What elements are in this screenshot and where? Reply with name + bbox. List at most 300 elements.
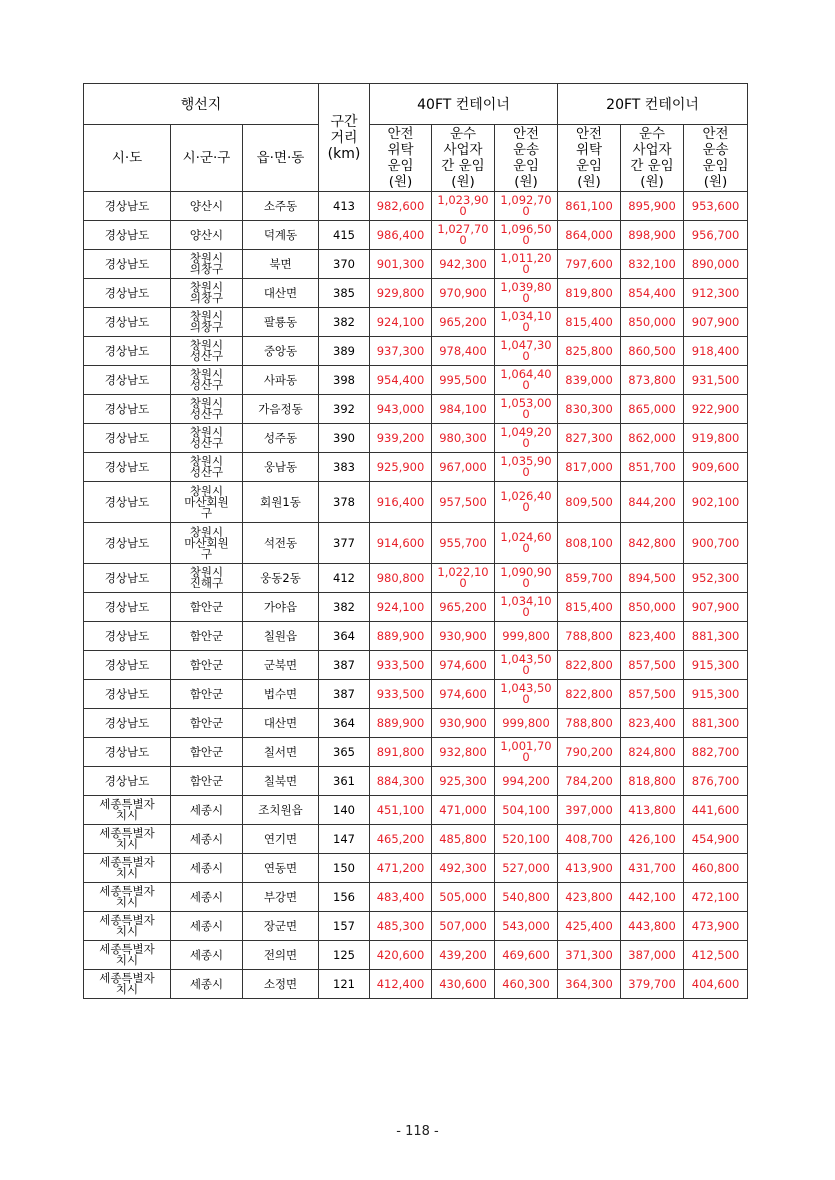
cell-20ft-carrier: 818,800 — [621, 767, 684, 796]
cell-40ft-carrier: 439,200 — [432, 941, 495, 970]
cell-distance: 140 — [319, 796, 370, 825]
cell-40ft-carrier: 485,800 — [432, 825, 495, 854]
cell-40ft-safe-consign: 924,100 — [370, 308, 432, 337]
cell-sido: 경상남도 — [84, 395, 171, 424]
cell-sigungu: 함안군 — [171, 651, 243, 680]
cell-sido: 경상남도 — [84, 250, 171, 279]
cell-40ft-safe-transport: 1,035,90 0 — [495, 453, 558, 482]
cell-20ft-safe-transport: 441,600 — [684, 796, 748, 825]
table-row — [84, 564, 748, 593]
cell-20ft-safe-transport: 902,100 — [684, 482, 748, 523]
cell-20ft-safe-consign: 364,300 — [558, 970, 621, 999]
cell-20ft-safe-consign: 413,900 — [558, 854, 621, 883]
cell-distance: 121 — [319, 970, 370, 999]
cell-dong: 팔룡동 — [243, 308, 319, 337]
cell-dong: 성주동 — [243, 424, 319, 453]
cell-distance: 382 — [319, 308, 370, 337]
cell-40ft-safe-consign: 916,400 — [370, 482, 432, 523]
cell-sigungu: 창원시 성산구 — [171, 337, 243, 366]
cell-20ft-safe-transport: 881,300 — [684, 709, 748, 738]
cell-20ft-safe-consign: 788,800 — [558, 622, 621, 651]
table-row — [84, 221, 748, 250]
cell-distance: 398 — [319, 366, 370, 395]
cell-40ft-carrier: 978,400 — [432, 337, 495, 366]
cell-20ft-carrier: 854,400 — [621, 279, 684, 308]
cell-20ft-safe-consign: 839,000 — [558, 366, 621, 395]
cell-20ft-safe-consign: 815,400 — [558, 593, 621, 622]
cell-sido: 경상남도 — [84, 564, 171, 593]
cell-20ft-safe-consign: 822,800 — [558, 651, 621, 680]
cell-dong: 장군면 — [243, 912, 319, 941]
cell-40ft-carrier: 995,500 — [432, 366, 495, 395]
cell-40ft-carrier: 980,300 — [432, 424, 495, 453]
cell-40ft-safe-transport: 520,100 — [495, 825, 558, 854]
cell-40ft-safe-consign: 889,900 — [370, 622, 432, 651]
table-row — [84, 308, 748, 337]
cell-20ft-carrier: 387,000 — [621, 941, 684, 970]
cell-40ft-safe-transport: 1,090,90 0 — [495, 564, 558, 593]
cell-dong: 소정면 — [243, 970, 319, 999]
table-row — [84, 622, 748, 651]
cell-40ft-carrier: 1,027,70 0 — [432, 221, 495, 250]
cell-distance: 150 — [319, 854, 370, 883]
cell-dong: 법수면 — [243, 680, 319, 709]
cell-sido: 경상남도 — [84, 221, 171, 250]
cell-40ft-carrier: 984,100 — [432, 395, 495, 424]
table-row — [84, 366, 748, 395]
table-row — [84, 250, 748, 279]
cell-20ft-carrier: 851,700 — [621, 453, 684, 482]
cell-40ft-carrier: 970,900 — [432, 279, 495, 308]
cell-40ft-safe-consign: 914,600 — [370, 523, 432, 564]
cell-40ft-safe-consign: 980,800 — [370, 564, 432, 593]
cell-20ft-carrier: 426,100 — [621, 825, 684, 854]
cell-distance: 387 — [319, 651, 370, 680]
cell-40ft-carrier: 932,800 — [432, 738, 495, 767]
cell-20ft-safe-consign: 408,700 — [558, 825, 621, 854]
table-row — [84, 337, 748, 366]
cell-20ft-carrier: 823,400 — [621, 709, 684, 738]
cell-40ft-safe-transport: 1,034,10 0 — [495, 308, 558, 337]
cell-40ft-safe-consign: 939,200 — [370, 424, 432, 453]
cell-sido: 경상남도 — [84, 523, 171, 564]
cell-20ft-carrier: 823,400 — [621, 622, 684, 651]
cell-20ft-safe-transport: 918,400 — [684, 337, 748, 366]
cell-sigungu: 창원시 의창구 — [171, 279, 243, 308]
cell-dong: 칠원읍 — [243, 622, 319, 651]
cell-sigungu: 함안군 — [171, 709, 243, 738]
cell-sido: 세종특별자 치시 — [84, 883, 171, 912]
cell-40ft-carrier: 1,022,10 0 — [432, 564, 495, 593]
cell-40ft-carrier: 955,700 — [432, 523, 495, 564]
header-sigungu: 시·군·구 — [171, 125, 243, 192]
table-row — [84, 825, 748, 854]
cell-20ft-safe-transport: 952,300 — [684, 564, 748, 593]
cell-20ft-safe-consign: 397,000 — [558, 796, 621, 825]
cell-20ft-carrier: 832,100 — [621, 250, 684, 279]
cell-20ft-safe-transport: 890,000 — [684, 250, 748, 279]
cell-sido: 세종특별자 치시 — [84, 970, 171, 999]
cell-distance: 389 — [319, 337, 370, 366]
cell-dong: 석전동 — [243, 523, 319, 564]
cell-sido: 경상남도 — [84, 337, 171, 366]
cell-20ft-carrier: 857,500 — [621, 651, 684, 680]
cell-20ft-safe-consign: 809,500 — [558, 482, 621, 523]
cell-dong: 가야읍 — [243, 593, 319, 622]
cell-40ft-carrier: 925,300 — [432, 767, 495, 796]
cell-40ft-carrier: 967,000 — [432, 453, 495, 482]
cell-distance: 383 — [319, 453, 370, 482]
table-row — [84, 279, 748, 308]
cell-dong: 회원1동 — [243, 482, 319, 523]
cell-sido: 세종특별자 치시 — [84, 912, 171, 941]
cell-20ft-carrier: 895,900 — [621, 192, 684, 221]
cell-20ft-safe-transport: 915,300 — [684, 680, 748, 709]
cell-40ft-safe-consign: 925,900 — [370, 453, 432, 482]
cell-distance: 390 — [319, 424, 370, 453]
cell-sigungu: 세종시 — [171, 796, 243, 825]
cell-sigungu: 세종시 — [171, 970, 243, 999]
cell-40ft-carrier: 965,200 — [432, 593, 495, 622]
cell-dong: 칠북면 — [243, 767, 319, 796]
cell-40ft-safe-consign: 924,100 — [370, 593, 432, 622]
table-row — [84, 593, 748, 622]
cell-40ft-safe-consign: 420,600 — [370, 941, 432, 970]
cell-dong: 연기면 — [243, 825, 319, 854]
cell-sido: 경상남도 — [84, 622, 171, 651]
cell-sido: 세종특별자 치시 — [84, 941, 171, 970]
cell-20ft-safe-transport: 460,800 — [684, 854, 748, 883]
header-distance: 구간 거리 (km) — [319, 84, 370, 192]
table-row — [84, 941, 748, 970]
cell-20ft-carrier: 873,800 — [621, 366, 684, 395]
cell-40ft-safe-consign: 891,800 — [370, 738, 432, 767]
cell-20ft-safe-transport: 473,900 — [684, 912, 748, 941]
cell-40ft-safe-consign: 933,500 — [370, 680, 432, 709]
cell-20ft-safe-transport: 900,700 — [684, 523, 748, 564]
cell-20ft-carrier: 844,200 — [621, 482, 684, 523]
freight-rate-table — [83, 83, 748, 999]
cell-distance: 361 — [319, 767, 370, 796]
cell-distance: 413 — [319, 192, 370, 221]
cell-20ft-safe-consign: 790,200 — [558, 738, 621, 767]
cell-40ft-safe-consign: 986,400 — [370, 221, 432, 250]
cell-20ft-safe-transport: 907,900 — [684, 308, 748, 337]
cell-20ft-carrier: 442,100 — [621, 883, 684, 912]
cell-40ft-safe-transport: 1,024,60 0 — [495, 523, 558, 564]
cell-20ft-safe-transport: 882,700 — [684, 738, 748, 767]
header-40ft-safe-consign: 안전 위탁 운임 (원) — [370, 125, 432, 192]
cell-20ft-safe-transport: 881,300 — [684, 622, 748, 651]
cell-40ft-safe-transport: 1,043,50 0 — [495, 651, 558, 680]
cell-distance: 157 — [319, 912, 370, 941]
cell-40ft-safe-transport: 469,600 — [495, 941, 558, 970]
cell-dong: 전의면 — [243, 941, 319, 970]
cell-20ft-carrier: 894,500 — [621, 564, 684, 593]
cell-20ft-carrier: 842,800 — [621, 523, 684, 564]
cell-20ft-safe-transport: 915,300 — [684, 651, 748, 680]
cell-sigungu: 창원시 마산회원 구 — [171, 482, 243, 523]
cell-dong: 부강면 — [243, 883, 319, 912]
cell-sido: 경상남도 — [84, 651, 171, 680]
cell-40ft-safe-consign: 933,500 — [370, 651, 432, 680]
table-row — [84, 192, 748, 221]
cell-20ft-safe-consign: 423,800 — [558, 883, 621, 912]
cell-sigungu: 함안군 — [171, 738, 243, 767]
cell-40ft-safe-consign: 412,400 — [370, 970, 432, 999]
header-20ft-safe-consign: 안전 위탁 운임 (원) — [558, 125, 621, 192]
table-row — [84, 395, 748, 424]
cell-20ft-carrier: 379,700 — [621, 970, 684, 999]
cell-distance: 370 — [319, 250, 370, 279]
cell-dong: 연동면 — [243, 854, 319, 883]
cell-40ft-safe-consign: 471,200 — [370, 854, 432, 883]
cell-20ft-safe-consign: 815,400 — [558, 308, 621, 337]
cell-sido: 경상남도 — [84, 279, 171, 308]
cell-40ft-safe-consign: 982,600 — [370, 192, 432, 221]
cell-sigungu: 함안군 — [171, 680, 243, 709]
cell-40ft-safe-transport: 1,001,70 0 — [495, 738, 558, 767]
cell-sigungu: 함안군 — [171, 767, 243, 796]
cell-sido: 경상남도 — [84, 680, 171, 709]
cell-40ft-carrier: 974,600 — [432, 680, 495, 709]
cell-distance: 378 — [319, 482, 370, 523]
cell-sigungu: 창원시 진해구 — [171, 564, 243, 593]
cell-20ft-safe-transport: 454,900 — [684, 825, 748, 854]
table-row — [84, 424, 748, 453]
cell-sigungu: 창원시 성산구 — [171, 366, 243, 395]
cell-20ft-safe-consign: 864,000 — [558, 221, 621, 250]
cell-20ft-carrier: 850,000 — [621, 308, 684, 337]
cell-20ft-safe-consign: 371,300 — [558, 941, 621, 970]
cell-40ft-safe-transport: 999,800 — [495, 709, 558, 738]
cell-40ft-carrier: 492,300 — [432, 854, 495, 883]
table-row — [84, 854, 748, 883]
cell-40ft-safe-transport: 1,064,40 0 — [495, 366, 558, 395]
cell-40ft-safe-transport: 1,049,20 0 — [495, 424, 558, 453]
cell-20ft-safe-consign: 822,800 — [558, 680, 621, 709]
cell-40ft-carrier: 430,600 — [432, 970, 495, 999]
cell-dong: 사파동 — [243, 366, 319, 395]
cell-40ft-carrier: 471,000 — [432, 796, 495, 825]
cell-sido: 경상남도 — [84, 366, 171, 395]
cell-sigungu: 창원시 의창구 — [171, 250, 243, 279]
cell-sido: 경상남도 — [84, 767, 171, 796]
cell-20ft-safe-transport: 876,700 — [684, 767, 748, 796]
cell-40ft-carrier: 942,300 — [432, 250, 495, 279]
cell-sido: 경상남도 — [84, 308, 171, 337]
cell-40ft-safe-transport: 999,800 — [495, 622, 558, 651]
cell-20ft-safe-consign: 788,800 — [558, 709, 621, 738]
cell-20ft-safe-consign: 425,400 — [558, 912, 621, 941]
cell-40ft-safe-transport: 1,092,70 0 — [495, 192, 558, 221]
table-row — [84, 651, 748, 680]
cell-20ft-safe-transport: 472,100 — [684, 883, 748, 912]
cell-40ft-safe-consign: 485,300 — [370, 912, 432, 941]
table-row — [84, 680, 748, 709]
cell-20ft-carrier: 850,000 — [621, 593, 684, 622]
cell-20ft-safe-transport: 909,600 — [684, 453, 748, 482]
header-40ft-safe-transport: 안전 운송 운임 (원) — [495, 125, 558, 192]
cell-40ft-safe-transport: 1,053,00 0 — [495, 395, 558, 424]
cell-sigungu: 세종시 — [171, 912, 243, 941]
cell-sigungu: 창원시 성산구 — [171, 424, 243, 453]
cell-40ft-carrier: 965,200 — [432, 308, 495, 337]
cell-40ft-safe-transport: 1,034,10 0 — [495, 593, 558, 622]
header-20ft-safe-transport: 안전 운송 운임 (원) — [684, 125, 748, 192]
cell-40ft-carrier: 930,900 — [432, 709, 495, 738]
header-20ft-carrier: 운수 사업자 간 운임 (원) — [621, 125, 684, 192]
cell-20ft-safe-consign: 830,300 — [558, 395, 621, 424]
cell-20ft-safe-consign: 825,800 — [558, 337, 621, 366]
cell-40ft-carrier: 974,600 — [432, 651, 495, 680]
cell-dong: 대산면 — [243, 279, 319, 308]
cell-40ft-safe-consign: 954,400 — [370, 366, 432, 395]
cell-20ft-safe-consign: 784,200 — [558, 767, 621, 796]
cell-40ft-carrier: 1,023,90 0 — [432, 192, 495, 221]
cell-20ft-safe-consign: 797,600 — [558, 250, 621, 279]
cell-distance: 156 — [319, 883, 370, 912]
cell-sigungu: 창원시 마산회원 구 — [171, 523, 243, 564]
cell-20ft-safe-transport: 907,900 — [684, 593, 748, 622]
cell-sigungu: 세종시 — [171, 825, 243, 854]
cell-20ft-safe-transport: 919,800 — [684, 424, 748, 453]
cell-40ft-safe-transport: 1,026,40 0 — [495, 482, 558, 523]
cell-distance: 387 — [319, 680, 370, 709]
cell-dong: 웅남동 — [243, 453, 319, 482]
cell-40ft-carrier: 507,000 — [432, 912, 495, 941]
table-row — [84, 738, 748, 767]
cell-20ft-safe-transport: 404,600 — [684, 970, 748, 999]
cell-sigungu: 세종시 — [171, 854, 243, 883]
cell-40ft-safe-consign: 943,000 — [370, 395, 432, 424]
cell-40ft-safe-consign: 937,300 — [370, 337, 432, 366]
cell-40ft-safe-transport: 504,100 — [495, 796, 558, 825]
table-body — [84, 192, 748, 999]
cell-20ft-carrier: 431,700 — [621, 854, 684, 883]
table-row — [84, 883, 748, 912]
table-row — [84, 912, 748, 941]
cell-sido: 경상남도 — [84, 593, 171, 622]
cell-distance: 382 — [319, 593, 370, 622]
cell-sigungu: 창원시 성산구 — [171, 453, 243, 482]
cell-sigungu: 양산시 — [171, 221, 243, 250]
cell-dong: 덕계동 — [243, 221, 319, 250]
cell-sido: 세종특별자 치시 — [84, 796, 171, 825]
cell-sigungu: 창원시 의창구 — [171, 308, 243, 337]
cell-sigungu: 창원시 성산구 — [171, 395, 243, 424]
cell-40ft-safe-consign: 451,100 — [370, 796, 432, 825]
header-20ft: 20FT 컨테이너 — [558, 84, 748, 125]
cell-distance: 392 — [319, 395, 370, 424]
cell-dong: 칠서면 — [243, 738, 319, 767]
cell-40ft-safe-consign: 483,400 — [370, 883, 432, 912]
cell-sido: 경상남도 — [84, 482, 171, 523]
cell-20ft-carrier: 443,800 — [621, 912, 684, 941]
cell-40ft-safe-transport: 1,043,50 0 — [495, 680, 558, 709]
cell-20ft-carrier: 857,500 — [621, 680, 684, 709]
cell-40ft-safe-transport: 540,800 — [495, 883, 558, 912]
cell-40ft-carrier: 957,500 — [432, 482, 495, 523]
cell-distance: 364 — [319, 709, 370, 738]
cell-dong: 중앙동 — [243, 337, 319, 366]
cell-40ft-carrier: 930,900 — [432, 622, 495, 651]
cell-dong: 소주동 — [243, 192, 319, 221]
cell-40ft-safe-consign: 465,200 — [370, 825, 432, 854]
cell-40ft-safe-transport: 1,096,50 0 — [495, 221, 558, 250]
cell-distance: 125 — [319, 941, 370, 970]
cell-40ft-safe-transport: 543,000 — [495, 912, 558, 941]
page-number: - 118 - — [396, 1124, 439, 1139]
cell-20ft-safe-transport: 412,500 — [684, 941, 748, 970]
cell-20ft-carrier: 865,000 — [621, 395, 684, 424]
cell-sido: 경상남도 — [84, 192, 171, 221]
cell-20ft-safe-consign: 817,000 — [558, 453, 621, 482]
cell-40ft-safe-transport: 1,039,80 0 — [495, 279, 558, 308]
cell-distance: 412 — [319, 564, 370, 593]
cell-20ft-safe-transport: 912,300 — [684, 279, 748, 308]
cell-20ft-carrier: 860,500 — [621, 337, 684, 366]
header-sido: 시·도 — [84, 125, 171, 192]
cell-40ft-carrier: 505,000 — [432, 883, 495, 912]
table-row — [84, 970, 748, 999]
cell-sigungu: 양산시 — [171, 192, 243, 221]
cell-sido: 세종특별자 치시 — [84, 825, 171, 854]
cell-dong: 웅동2동 — [243, 564, 319, 593]
cell-sigungu: 함안군 — [171, 622, 243, 651]
cell-20ft-safe-consign: 827,300 — [558, 424, 621, 453]
cell-40ft-safe-transport: 1,047,30 0 — [495, 337, 558, 366]
cell-sigungu: 세종시 — [171, 941, 243, 970]
header-40ft-carrier: 운수 사업자 간 운임 (원) — [432, 125, 495, 192]
cell-20ft-safe-consign: 808,100 — [558, 523, 621, 564]
cell-20ft-carrier: 898,900 — [621, 221, 684, 250]
cell-sigungu: 세종시 — [171, 883, 243, 912]
cell-sigungu: 함안군 — [171, 593, 243, 622]
table-row — [84, 523, 748, 564]
cell-distance: 147 — [319, 825, 370, 854]
cell-sido: 경상남도 — [84, 738, 171, 767]
cell-distance: 385 — [319, 279, 370, 308]
cell-40ft-safe-consign: 889,900 — [370, 709, 432, 738]
header-route: 행선지 — [84, 84, 319, 125]
cell-20ft-safe-transport: 931,500 — [684, 366, 748, 395]
table-row — [84, 796, 748, 825]
cell-dong: 북면 — [243, 250, 319, 279]
cell-distance: 415 — [319, 221, 370, 250]
cell-dong: 가음정동 — [243, 395, 319, 424]
cell-20ft-safe-consign: 819,800 — [558, 279, 621, 308]
cell-20ft-carrier: 862,000 — [621, 424, 684, 453]
cell-dong: 군북면 — [243, 651, 319, 680]
cell-40ft-safe-transport: 994,200 — [495, 767, 558, 796]
cell-sido: 경상남도 — [84, 424, 171, 453]
cell-20ft-safe-transport: 956,700 — [684, 221, 748, 250]
cell-40ft-safe-transport: 1,011,20 0 — [495, 250, 558, 279]
cell-20ft-safe-consign: 859,700 — [558, 564, 621, 593]
table-row — [84, 482, 748, 523]
cell-20ft-carrier: 824,800 — [621, 738, 684, 767]
cell-40ft-safe-consign: 929,800 — [370, 279, 432, 308]
cell-20ft-safe-transport: 922,900 — [684, 395, 748, 424]
cell-40ft-safe-transport: 527,000 — [495, 854, 558, 883]
cell-40ft-safe-consign: 884,300 — [370, 767, 432, 796]
cell-dong: 대산면 — [243, 709, 319, 738]
cell-40ft-safe-transport: 460,300 — [495, 970, 558, 999]
cell-20ft-carrier: 413,800 — [621, 796, 684, 825]
cell-dong: 조치원읍 — [243, 796, 319, 825]
cell-sido: 경상남도 — [84, 709, 171, 738]
